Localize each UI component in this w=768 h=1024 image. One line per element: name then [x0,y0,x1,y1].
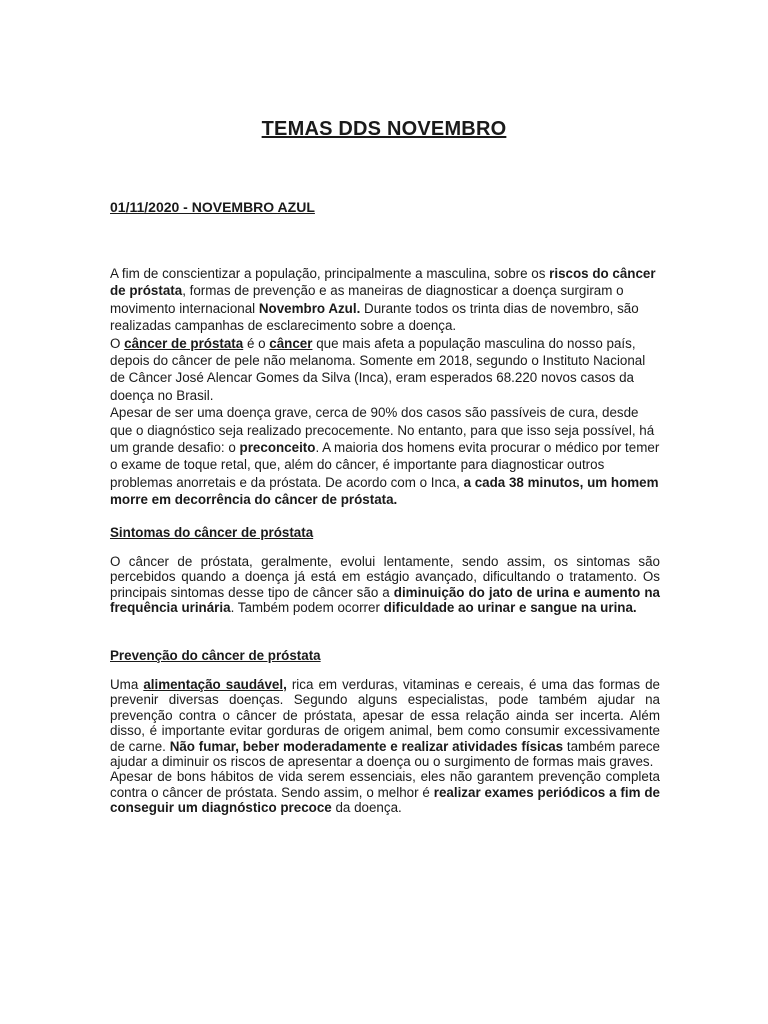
prevencao-heading: Prevenção do câncer de próstata [110,648,321,663]
date-heading: 01/11/2020 - NOVEMBRO AZUL [110,199,315,215]
sintomas-section [110,554,660,616]
intro-paragraph-2: O câncer de próstata é o câncer que mais afeta a população masculina do nosso país, depois do câncer de pele não melanoma. Somente em 2018, segundo o Instituto Nacional de Câncer José Alencar Gomes da Silva (Inca), eram esperados 68.220 novos casos da doença no Brasil. [110,335,646,403]
prevencao-paragraph-2: Apesar de bons hábitos de vida serem essenciais, eles não garantem prevenção completa contra o câncer de próstata. Sendo assim, o melhor é realizar exames periódicos a fim de conseguir um diagnóstico precoce da doença. [110,769,660,816]
sintomas-heading: Sintomas do câncer de próstata [110,525,314,540]
prevencao-paragraph-1: Uma alimentação saudável, rica em verduras, vitaminas e cereais, é uma das formas de prevenir diversas doenças. Segundo alguns especialistas, pode também ajudar na prevenção contra o câncer de próstata, apesar de essa relação ainda ser incerta. Além disso, é importante evitar gorduras de origem animal, bem como consumir excessivamente de carne. Não fumar, beber moderadamente e realizar atividades físicas também parece ajudar a diminuir os riscos de apresentar a doença ou o surgimento de formas mais graves. [110,677,660,770]
intro-paragraph-3: Apesar de ser uma doença grave, cerca de 90% dos casos são passíveis de cura, desde que o diagnóstico seja realizado precocemente. No entanto, para que isso seja possível, há um grande desafio: o preconceito. A maioria dos homens evita procurar o médico por temer o exame de toque retal, que, além do câncer, é importante para diagnosticar outros problemas anorretais e da próstata. De acordo com o Inca, a cada 38 minutos, um homem morre em decorrência do câncer de próstata. [110,405,660,508]
prevencao-section [110,677,660,816]
intro-paragraph-1: A fim de conscientizar a população, principalmente a masculina, sobre os riscos do câncer de próstata, formas de prevenção e as maneiras de diagnosticar a doença surgiram o movimento internacional Novembro Azul. Durante todos os trinta dias de novembro, são realizadas campanhas de esclarecimento sobre a doença. [110,266,656,334]
intro-section [110,265,660,509]
document-title: TEMAS DDS NOVEMBRO [261,118,507,140]
sintomas-paragraph: O câncer de próstata, geralmente, evolui lentamente, sendo assim, os sintomas são percebidos quando a doença já está em estágio avançado, dificultando o tratamento. Os principais sintomas desse tipo de câncer são a diminuição do jato de urina e aumento na frequência urinária. Também podem ocorrer dificuldade ao urinar e sangue na urina. [110,554,660,616]
